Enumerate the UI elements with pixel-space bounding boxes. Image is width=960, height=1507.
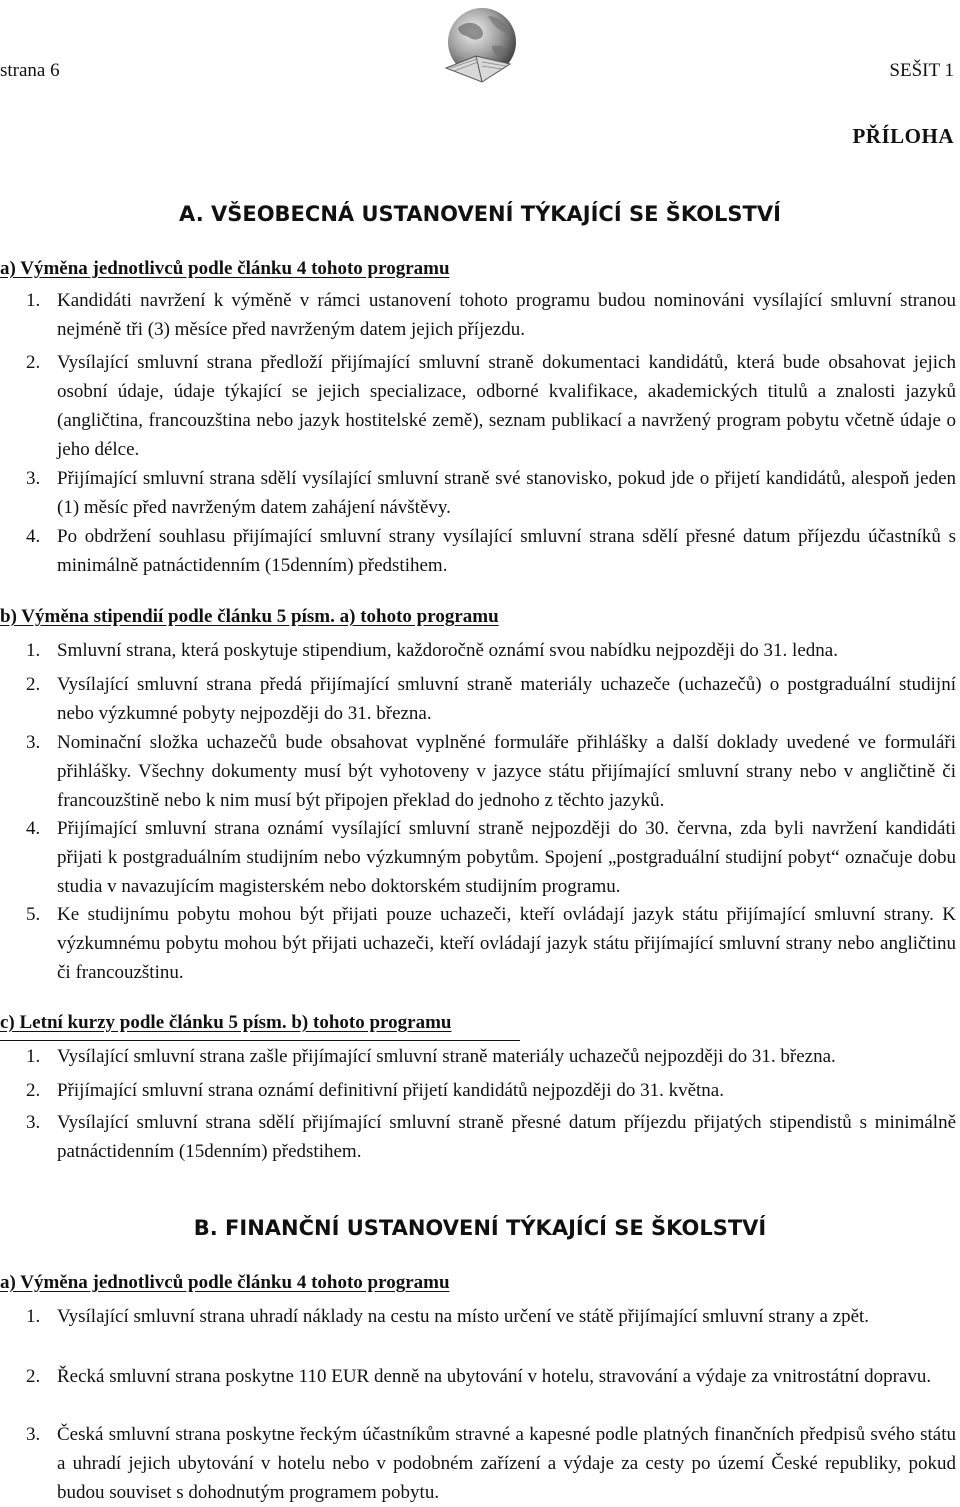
section-b-a-title: a) Výměna jednotlivců podle článku 4 tohoto programu [0,1272,450,1293]
page-number: strana 6 [0,60,60,81]
list-item: 1. Vysílající smluvní strana uhradí náklady na cestu na místo určení ve státě přijímající smluvní strany a zpět. [26,1306,870,1327]
globe-book-icon [436,2,524,90]
section-a-c-title: c) Letní kurzy podle článku 5 písm. b) tohoto programu [0,1012,451,1034]
list-item: 3. Česká smluvní strana poskytne řeckým účastníkům stravné a kapesné podle platných finančních předpisů svého státu a uhradí jejich ubytování v hotelu nebo v podobném zařízení a výdaje za cesty po území České republiky, pokud budou souviset s dohodnutým programem pobytu. [26,1424,956,1503]
booklet-label: SEŠIT 1 [889,60,954,81]
list-item: 4. Přijímající smluvní strana oznámí vysílající smluvní straně nejpozději do 30. června, zda byli navržení kandidáti přijati k postgraduálním studijním nebo výzkumným pobytům. Spojení „postgraduální studijní pobyt“ označuje dobu studia v navazujícím magisterském nebo doktorském studijním programu. [26,818,956,897]
list-item: 2. Přijímající smluvní strana oznámí definitivní přijetí kandidátů nejpozději do 31. května. [26,1080,724,1101]
list-item: 3. Vysílající smluvní strana sdělí přijímající smluvní straně přesné datum příjezdu přijatých stipendistů s minimálně patnáctidenním (15denním) předstihem. [26,1112,956,1162]
section-a-a-title: a) Výměna jednotlivců podle článku 4 tohoto programu [0,258,450,279]
list-item: 5. Ke studijnímu pobytu mohou být přijati pouze uchazeči, kteří ovládají jazyk státu přijímající smluvní strany. K výzkumnému pobytu mohou být přijati uchazeči, kteří ovládají jazyk státu přijímající smluvní strany nebo angličtinu či francouzštinu. [26,904,956,983]
list-item: 1. Smluvní strana, která poskytuje stipendium, každoročně oznámí svou nabídku nejpozději do 31. ledna. [26,640,838,661]
part-b-title: B. FINANČNÍ USTANOVENÍ TÝKAJÍCÍ SE ŠKOLSTVÍ [193,1216,767,1240]
part-a-title: A. VŠEOBECNÁ USTANOVENÍ TÝKAJÍCÍ SE ŠKOLSTVÍ [179,202,781,226]
list-item: 2. Vysílající smluvní strana předloží přijímající smluvní straně dokumentaci kandidátů, která bude obsahovat jejich osobní údaje, údaje týkající se jejich specializace, odborné kvalifikace, akademických titulů a znalosti jazyků (angličtina, francouzština nebo jazyk hostitelské země), seznam publikací a navržený program pobytu včetně údaje o jeho délce. [26,352,956,460]
section-a-b-title: b) Výměna stipendií podle článku 5 písm. a) tohoto programu [0,606,499,627]
list-item: 1. Vysílající smluvní strana zašle přijímající smluvní straně materiály uchazečů nejpozději do 31. března. [26,1046,836,1067]
list-item: 1. Kandidáti navržení k výměně v rámci ustanovení tohoto programu budou nominováni vysílající smluvní stranou nejméně tři (3) měsíce před navrženým datem jejich příjezdu. [26,290,956,340]
list-item: 3. Nominační složka uchazečů bude obsahovat vyplněné formuláře přihlášky a další doklady uvedené ve formuláři přihlášky. Všechny dokumenty musí být vyhotoveny v jazyce státu přijímající smluvní strany nebo v angličtině či francouzštině nebo k nim musí být připojen překlad do jednoho z těchto jazyků. [26,732,956,811]
appendix-title: PŘÍLOHA [852,124,954,148]
list-item: 3. Přijímající smluvní strana sdělí vysílající smluvní straně své stanovisko, pokud jde o přijetí kandidátů, alespoň jeden (1) měsíc před navrženým datem zahájení návštěvy. [26,468,956,518]
list-item: 2. Řecká smluvní strana poskytne 110 EUR denně na ubytování v hotelu, stravování a výdaje za vnitrostátní dopravu. [26,1366,932,1387]
section-underline [0,1040,520,1041]
list-item: 4. Po obdržení souhlasu přijímající smluvní strany vysílající smluvní strana sdělí přesné datum příjezdu účastníků s minimálně patnáctidenním (15denním) předstihem. [26,526,956,576]
list-item: 2. Vysílající smluvní strana předá přijímající smluvní straně materiály uchazeče (uchazečů) o postgraduální studijní nebo výzkumné pobyty nejpozději do 31. března. [26,674,956,724]
